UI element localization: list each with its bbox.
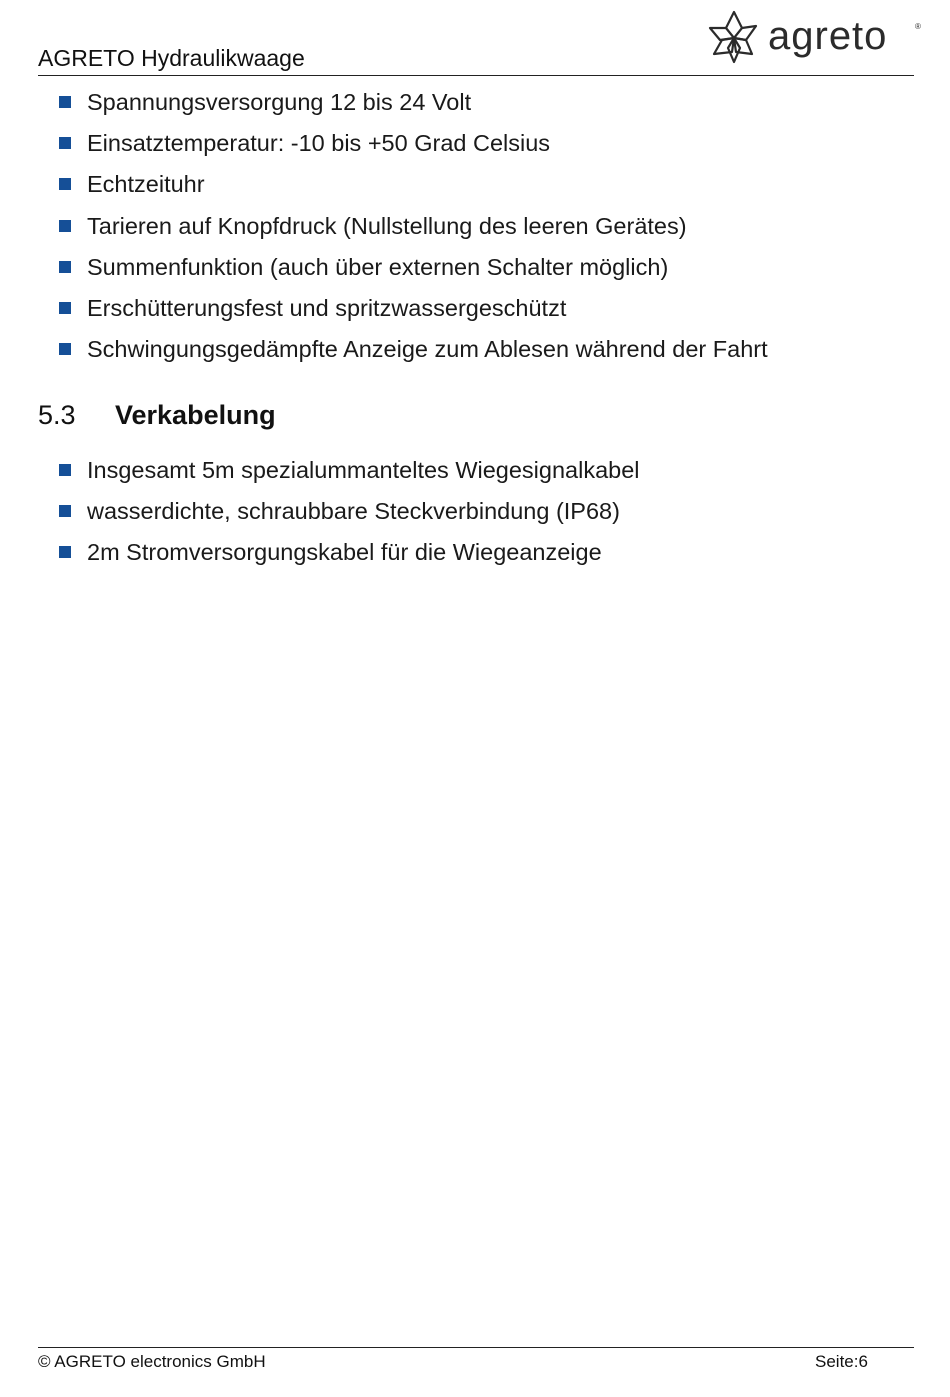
list-item <box>59 532 640 573</box>
bullet-square-icon <box>59 220 71 232</box>
bullet-square-icon <box>59 178 71 190</box>
list-item <box>59 490 640 531</box>
bullet-square-icon <box>59 546 71 558</box>
agreto-logo <box>706 8 926 66</box>
document-title: AGRETO Hydraulikwaage <box>38 45 305 71</box>
list-item <box>59 449 640 490</box>
list-item <box>59 246 768 287</box>
section-number: 5.3 <box>38 400 76 430</box>
logo-wordmark: agreto <box>768 14 888 58</box>
list-item <box>59 122 768 163</box>
list-item-text: Spannungsversorgung 12 bis 24 Volt <box>87 88 472 115</box>
bullet-square-icon <box>59 343 71 355</box>
list-item-text: Summenfunktion (auch über externen Schalter möglich) <box>87 253 669 280</box>
list-item <box>59 164 768 205</box>
cabling-list <box>59 449 640 573</box>
footer-divider <box>38 1347 914 1348</box>
page-number: Seite:6 <box>815 1352 868 1371</box>
footer-copyright: © AGRETO electronics GmbH <box>38 1352 266 1371</box>
list-item <box>59 81 768 122</box>
list-item-text: Schwingungsgedämpfte Anzeige zum Ablesen während der Fahrt <box>87 336 768 363</box>
bullet-square-icon <box>59 464 71 476</box>
bullet-square-icon <box>59 261 71 273</box>
list-item-text: 2m Stromversorgungskabel für die Wiegeanzeige <box>87 539 602 566</box>
bullet-square-icon <box>59 302 71 314</box>
section-heading <box>38 398 276 432</box>
list-item <box>59 329 768 370</box>
list-item-text: Tarieren auf Knopfdruck (Nullstellung des leeren Gerätes) <box>87 212 687 239</box>
bullet-square-icon <box>59 505 71 517</box>
list-item-text: Einsatztemperatur: -10 bis +50 Grad Celsius <box>87 129 551 156</box>
list-item-text: Erschütterungsfest und spritzwassergeschützt <box>87 295 567 322</box>
registered-mark: ® <box>915 22 921 31</box>
list-item <box>59 205 768 246</box>
flower-logo-icon <box>706 8 762 66</box>
list-item-text: wasserdichte, schraubbare Steckverbindung (IP68) <box>87 497 620 524</box>
header-divider <box>38 75 914 76</box>
bullet-square-icon <box>59 96 71 108</box>
feature-list <box>59 81 768 370</box>
list-item-text: Insgesamt 5m spezialummanteltes Wiegesignalkabel <box>87 456 640 483</box>
list-item-text: Echtzeituhr <box>87 171 205 198</box>
list-item <box>59 287 768 328</box>
bullet-square-icon <box>59 137 71 149</box>
section-title: Verkabelung <box>115 400 276 430</box>
